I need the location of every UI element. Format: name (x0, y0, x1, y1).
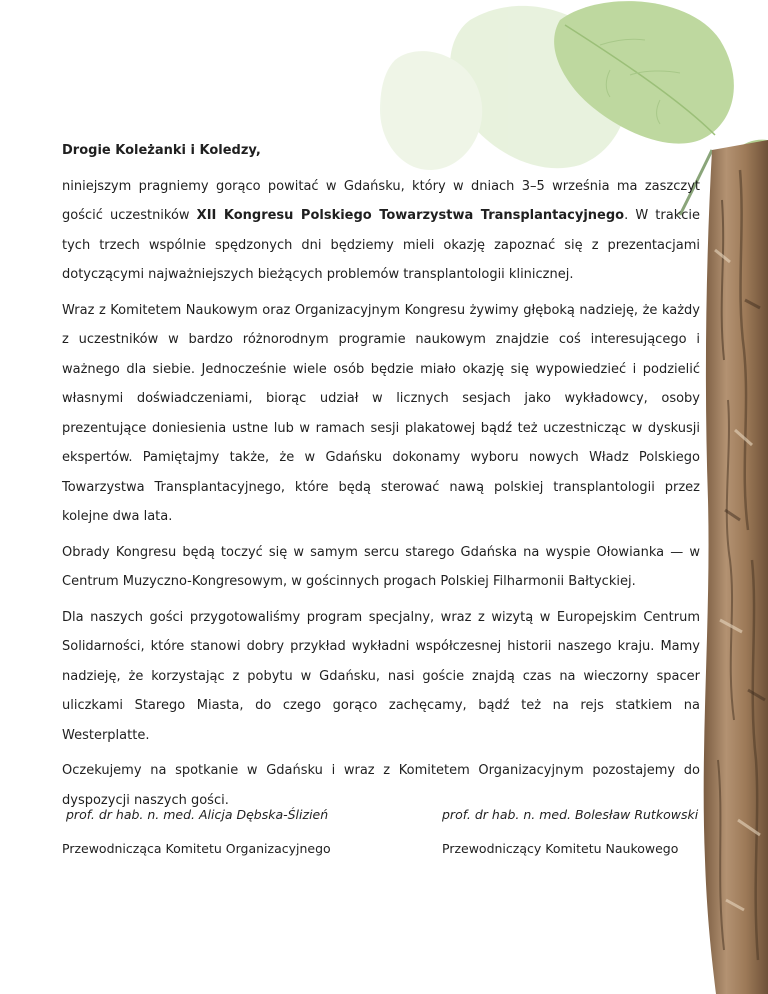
signature-right (442, 806, 698, 858)
paragraph-intro-start: niniejszym pragniemy gorąco powitać w Gdańsku, który w dniach 3–5 września ma zaszczyt gościć uczestników (62, 178, 700, 223)
signature-role: Przewodniczący Komitetu Naukowego (442, 841, 679, 856)
signature-name: prof. dr hab. n. med. Alicja Dębska-Ślizień (66, 807, 329, 822)
paragraph-program: Dla naszych gości przygotowaliśmy program specjalny, wraz z wizytą w Europejskim Centrum Solidarności, które stanowi dobry przykład wykładni współczesnej historii naszego kraju. Mamy nadzieję, że korzystając z pobytu w Gdańsku, nasi goście znajdą czas na wieczorny spacer uliczkami Starego Miasta, do czego gorąco zachęcamy, bądź też na rejs statkiem na Westerplatte. (62, 609, 700, 743)
congress-name: XII Kongresu Polskiego Towarzystwa Transplantacyjnego (196, 208, 625, 223)
paragraph-committees: Wraz z Komitetem Naukowym oraz Organizacyjnym Kongresu żywimy głęboką nadzieję, że każdy z uczestników w bardzo różnorodnym programie naukowym znajdzie coś interesującego i ważnego dla siebie. Jednocześnie wiele osób będzie miało okazję się wypowiedzieć i podzielić własnymi doświadczeniami, biorąc udział w licznych sesjach jako wykładowcy, osoby prezentujące doniesienia ustne lub w ramach sesji plakatowej bądź też uczestnicząc w dyskusji ekspertów. Pamiętajmy także, że w Gdańsku dokonamy wyboru nowych Władz Polskiego Towarzystwa Transplantacyjnego, które będą sterować nawą polskiej transplantologii przez kolejne dwa lata. (62, 302, 700, 524)
signature-role: Przewodnicząca Komitetu Organizacyjnego (62, 841, 331, 856)
paragraph-venue: Obrady Kongresu będą toczyć się w samym sercu starego Gdańska na wyspie Ołowianka — w Centrum Muzyczno-Kongresowym, w gościnnych progach Polskiej Filharmonii Bałtyckiej. (62, 544, 700, 589)
signature-left (62, 806, 331, 858)
welcome-letter (62, 136, 700, 821)
paragraph-closing: Oczekujemy na spotkanie w Gdańsku i wraz z Komitetem Organizacyjnym pozostajemy do dyspozycji naszych gości. (62, 763, 700, 808)
tree-bark-icon (704, 140, 768, 994)
paragraph-intro-end: . W trakcie tych trzech wspólnie spędzonych dni będziemy mieli okazję zapoznać się z prezentacjami dotyczącymi najważniejszych bieżących problemów transplantologii klinicznej. (62, 208, 700, 282)
paragraph-intro (62, 172, 700, 290)
signature-name: prof. dr hab. n. med. Bolesław Rutkowski (442, 807, 699, 822)
greeting: Drogie Koleżanki i Koledzy, (62, 143, 261, 158)
